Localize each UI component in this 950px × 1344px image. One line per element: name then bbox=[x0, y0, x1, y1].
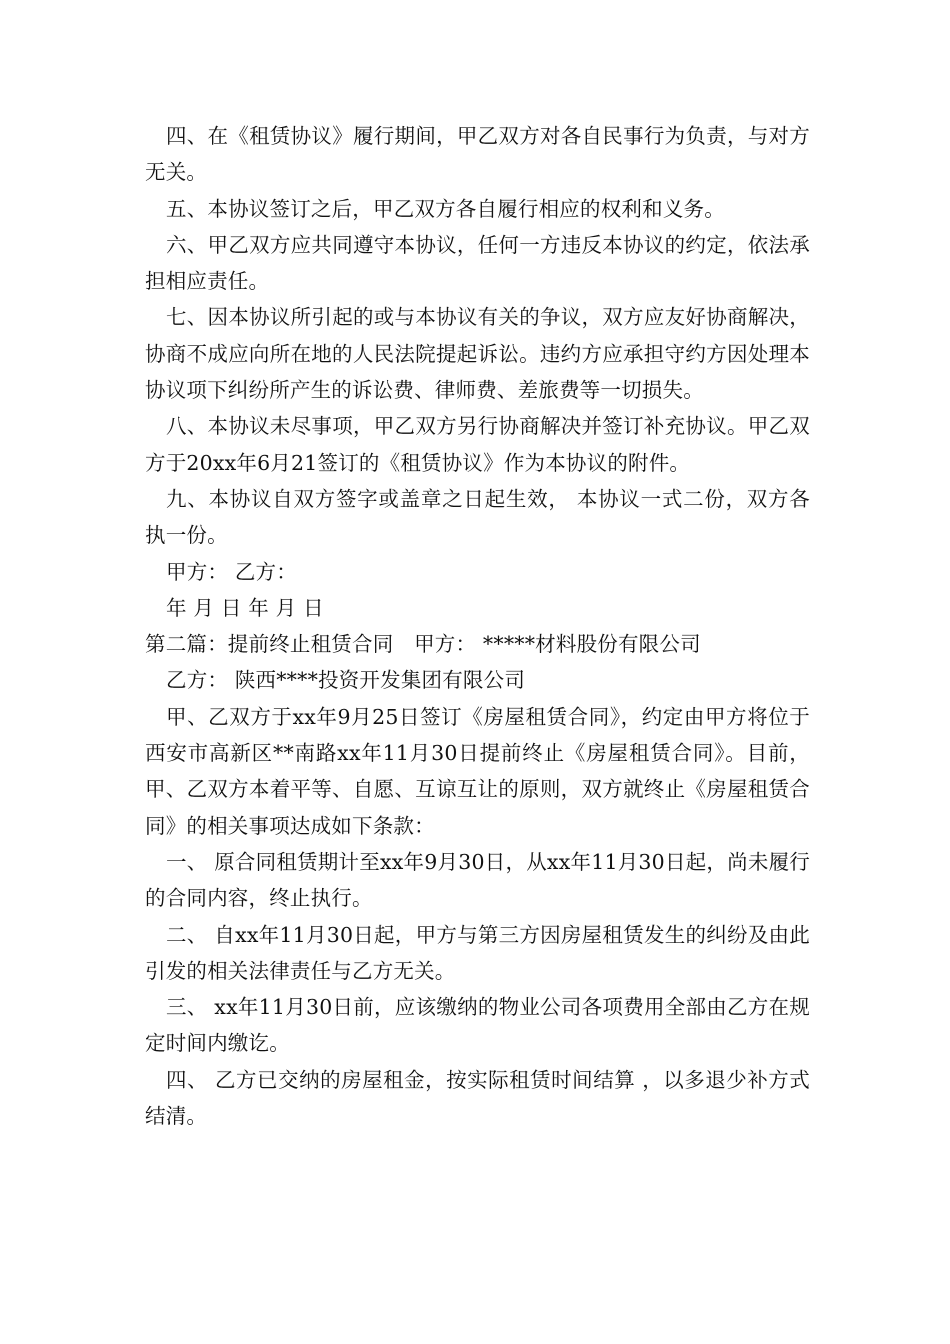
paragraph-clause-9: 九、本协议自双方签字或盖章之日起生效， 本协议一式二份，双方各执一份。 bbox=[145, 486, 810, 548]
signature-date-line: 年 月 日 年 月 日 bbox=[166, 595, 324, 620]
paragraph-clause-4: 四、在《租赁协议》履行期间，甲乙双方对各自民事行为负责，与对方无关。 bbox=[145, 124, 810, 185]
paragraph-clause-7: 七、因本协议所引起的或与本协议有关的争议，双方应友好协商解决，协商不成应向所在地的人民法院提起诉讼。违约方应承担守约方因处理本协议项下纠纷所产生的诉讼费、律师费、差旅费等一切损失。 bbox=[145, 305, 810, 403]
paragraph-clause-8: 八、本协议未尽事项，甲乙双方另行协商解决并签订补充协议。甲乙双方于20xx年6月21签订的《租赁协议》作为本协议的附件。 bbox=[145, 414, 810, 475]
paragraph-preamble: 甲、乙双方于xx年9月25日签订《房屋租赁合同》，约定由甲方将位于西安市高新区**南路xx年11月30日提前终止《房屋租赁合同》。目前，甲、乙双方本着平等、自愿、互谅互让的原则，双方就终止《房屋租赁合同》的相关事项达成如下条款： bbox=[145, 704, 810, 838]
paragraph-term-4: 四、 乙方已交纳的房屋租金，按实际租赁时间结算 ，以多退少补方式结清。 bbox=[145, 1067, 810, 1129]
paragraph-term-1: 一、 原合同租赁期计至xx年9月30日，从xx年11月30日起，尚未履行的合同内容，终止执行。 bbox=[145, 849, 810, 911]
paragraph-clause-5: 五、本协议签订之后，甲乙双方各自履行相应的权利和义务。 bbox=[166, 196, 725, 221]
signature-parties-line: 甲方： 乙方： bbox=[166, 559, 297, 584]
paragraph-clause-6: 六、甲乙双方应共同遵守本协议，任何一方违反本协议的约定，依法承担相应责任。 bbox=[145, 232, 810, 294]
document-body bbox=[145, 118, 810, 1134]
paragraph-term-3: 三、 xx年11月30日前，应该缴纳的物业公司各项费用全部由乙方在规定时间内缴讫。 bbox=[145, 995, 810, 1056]
party-b-line: 乙方： 陕西****投资开发集团有限公司 bbox=[166, 668, 526, 693]
section-heading-second: 第二篇：提前终止租赁合同 甲方： *****材料股份有限公司 bbox=[145, 632, 701, 657]
paragraph-term-2: 二、 自xx年11月30日起，甲方与第三方因房屋租赁发生的纠纷及由此引发的相关法律责任与乙方无关。 bbox=[145, 922, 810, 983]
